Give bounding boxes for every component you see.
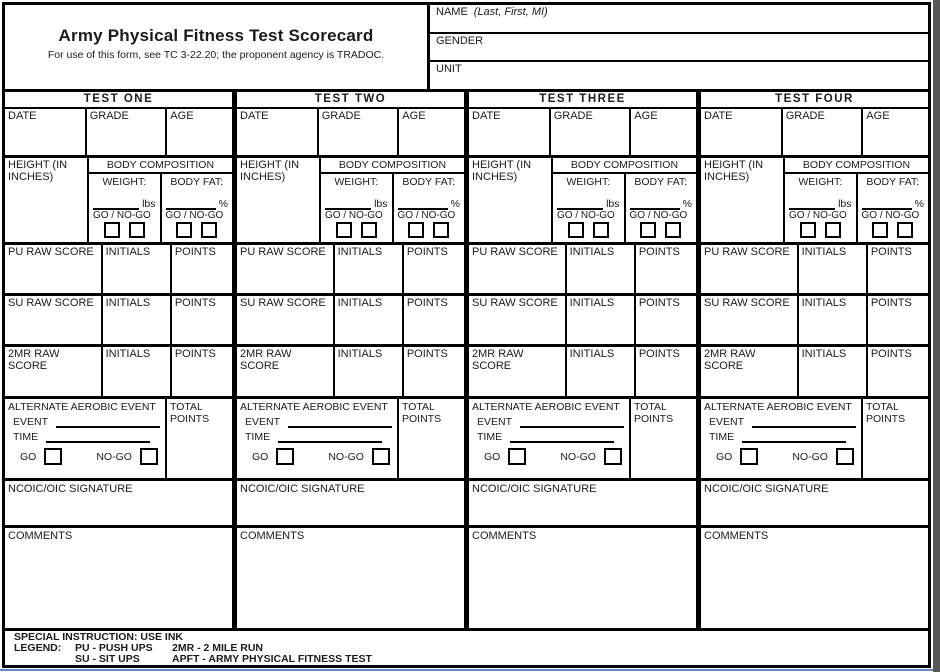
alternate-aerobic-row — [5, 399, 232, 481]
weight-label: WEIGHT: — [334, 176, 379, 188]
event-write-line[interactable] — [288, 416, 392, 428]
bodyfat-go-checkbox[interactable] — [408, 222, 424, 238]
bodyfat-gonogo-label: GO / NO-GO — [629, 210, 688, 221]
pu-raw-score-cell[interactable] — [237, 245, 335, 293]
weight-write-line[interactable] — [557, 200, 603, 210]
su-initials-label: INITIALS — [337, 297, 383, 309]
alternate-aerobic-cell — [701, 399, 863, 478]
bodyfat-write-line[interactable] — [398, 200, 448, 210]
test-column — [469, 92, 701, 628]
age-cell[interactable] — [863, 109, 928, 155]
pu-points-label: POINTS — [870, 246, 912, 258]
header-fields — [430, 5, 928, 89]
test-column — [701, 92, 928, 628]
2mr-initials-cell[interactable] — [799, 347, 868, 396]
situp-score-row — [701, 296, 928, 347]
2mr-initials-cell[interactable] — [103, 347, 172, 396]
comments-row[interactable] — [701, 528, 928, 628]
test-title: TEST FOUR — [701, 92, 928, 109]
percent-label: % — [682, 198, 693, 210]
2mr-raw-score-label: 2MR RAW SCORE — [704, 348, 756, 372]
weight-gonogo-label: GO / NO-GO — [788, 210, 847, 221]
weight-subcolumn — [553, 174, 626, 242]
date-label: DATE — [472, 110, 501, 122]
aae-nogo-checkbox[interactable] — [604, 448, 622, 465]
comments-label: COMMENTS — [472, 530, 537, 542]
height-bodycomp-row — [237, 158, 464, 245]
pu-initials-label: INITIALS — [105, 246, 151, 258]
age-label: AGE — [170, 110, 194, 122]
2mr-raw-score-cell[interactable] — [5, 347, 103, 396]
aae-nogo-checkbox[interactable] — [140, 448, 158, 465]
name-field[interactable] — [430, 5, 928, 34]
signature-row[interactable] — [237, 481, 464, 528]
pu-raw-score-label: PU RAW SCORE — [704, 246, 790, 258]
su-points-label: POINTS — [870, 297, 912, 309]
go-label: GO — [252, 450, 269, 463]
2mr-points-cell[interactable] — [404, 347, 464, 396]
2mr-raw-score-cell[interactable] — [237, 347, 335, 396]
total-points-label: TOTAL POINTS — [401, 401, 442, 425]
age-label: AGE — [402, 110, 426, 122]
pushup-score-row — [237, 245, 464, 296]
2mr-raw-score-label: 2MR RAW SCORE — [8, 348, 60, 372]
2mr-points-label: POINTS — [870, 348, 912, 360]
su-raw-score-label: SU RAW SCORE — [472, 297, 558, 309]
alternate-aerobic-row — [469, 399, 696, 481]
ncoic-signature-label: NCOIC/OIC SIGNATURE — [240, 483, 365, 495]
pu-points-cell[interactable] — [868, 245, 928, 293]
pushup-score-row — [701, 245, 928, 296]
pu-raw-score-label: PU RAW SCORE — [8, 246, 94, 258]
grade-label: GRADE — [89, 110, 129, 122]
test-title: TEST ONE — [5, 92, 232, 109]
bodyfat-go-checkbox[interactable] — [640, 222, 656, 238]
weight-go-checkbox[interactable] — [800, 222, 816, 238]
footer — [5, 628, 928, 665]
grade-cell[interactable] — [783, 109, 864, 155]
unit-field[interactable] — [430, 62, 928, 89]
bodyfat-nogo-checkbox[interactable] — [433, 222, 449, 238]
su-initials-label: INITIALS — [105, 297, 151, 309]
weight-nogo-checkbox[interactable] — [129, 222, 145, 238]
bodyfat-nogo-checkbox[interactable] — [897, 222, 913, 238]
pu-raw-score-label: PU RAW SCORE — [472, 246, 558, 258]
su-initials-cell[interactable] — [103, 296, 172, 344]
su-initials-label: INITIALS — [801, 297, 847, 309]
age-cell[interactable] — [399, 109, 464, 155]
height-cell[interactable] — [469, 158, 553, 242]
name-hint: (Last, First, MI) — [473, 6, 548, 18]
time-label: TIME — [477, 431, 503, 443]
lbs-label: lbs — [374, 198, 388, 210]
weight-subcolumn — [785, 174, 858, 242]
time-write-line[interactable] — [742, 431, 846, 443]
su-points-label: POINTS — [406, 297, 448, 309]
special-instruction-text: SPECIAL INSTRUCTION: USE INK — [14, 631, 183, 644]
height-bodycomp-row — [701, 158, 928, 245]
2mr-points-cell[interactable] — [172, 347, 232, 396]
comments-label: COMMENTS — [8, 530, 73, 542]
event-write-line[interactable] — [752, 416, 856, 428]
time-label: TIME — [245, 431, 271, 443]
height-label: HEIGHT (IN INCHES) — [8, 159, 68, 183]
run-score-row — [469, 347, 696, 399]
pu-initials-cell[interactable] — [335, 245, 404, 293]
pu-raw-score-cell[interactable] — [701, 245, 799, 293]
run-score-row — [237, 347, 464, 399]
legend-row-1 — [14, 643, 928, 654]
event-write-line[interactable] — [520, 416, 624, 428]
su-raw-score-label: SU RAW SCORE — [8, 297, 94, 309]
aae-nogo-checkbox[interactable] — [836, 448, 854, 465]
event-label: EVENT — [477, 416, 513, 428]
comments-label: COMMENTS — [240, 530, 305, 542]
go-label: GO — [484, 450, 501, 463]
event-label: EVENT — [709, 416, 745, 428]
su-initials-cell[interactable] — [567, 296, 636, 344]
bodyfat-subcolumn — [858, 174, 929, 242]
weight-subcolumn — [89, 174, 162, 242]
alternate-aerobic-cell — [469, 399, 631, 478]
signature-row[interactable] — [701, 481, 928, 528]
2mr-raw-score-cell[interactable] — [701, 347, 799, 396]
pu-points-cell[interactable] — [404, 245, 464, 293]
date-grade-age-row — [237, 109, 464, 158]
grade-cell[interactable] — [319, 109, 400, 155]
bodyfat-go-checkbox[interactable] — [872, 222, 888, 238]
2mr-raw-score-cell[interactable] — [469, 347, 567, 396]
age-label: AGE — [634, 110, 658, 122]
comments-row[interactable] — [469, 528, 696, 628]
pu-initials-cell[interactable] — [567, 245, 636, 293]
date-grade-age-row — [5, 109, 232, 158]
go-label: GO — [20, 450, 37, 463]
weight-write-line[interactable] — [325, 200, 371, 210]
pu-initials-label: INITIALS — [337, 246, 383, 258]
bodyfat-subcolumn — [162, 174, 233, 242]
height-cell[interactable] — [701, 158, 785, 242]
pu-points-label: POINTS — [406, 246, 448, 258]
test-column — [5, 92, 237, 628]
su-points-cell[interactable] — [404, 296, 464, 344]
date-label: DATE — [704, 110, 733, 122]
run-score-row — [701, 347, 928, 399]
pu-points-label: POINTS — [638, 246, 680, 258]
weight-go-checkbox[interactable] — [104, 222, 120, 238]
su-raw-score-cell[interactable] — [701, 296, 799, 344]
su-raw-score-cell[interactable] — [5, 296, 103, 344]
alternate-aerobic-row — [237, 399, 464, 481]
run-score-row — [5, 347, 232, 399]
pu-initials-label: INITIALS — [569, 246, 615, 258]
bodyfat-subcolumn — [626, 174, 697, 242]
aae-go-checkbox[interactable] — [508, 448, 526, 465]
grade-cell[interactable] — [87, 109, 168, 155]
aae-go-checkbox[interactable] — [740, 448, 758, 465]
weight-go-checkbox[interactable] — [336, 222, 352, 238]
height-cell[interactable] — [237, 158, 321, 242]
2mr-points-label: POINTS — [174, 348, 216, 360]
pushup-score-row — [469, 245, 696, 296]
2mr-points-label: POINTS — [638, 348, 680, 360]
grade-cell[interactable] — [551, 109, 632, 155]
weight-gonogo-label: GO / NO-GO — [556, 210, 615, 221]
situp-score-row — [237, 296, 464, 347]
comments-label: COMMENTS — [704, 530, 769, 542]
legend-apft: APFT - ARMY PHYSICAL FITNESS TEST — [172, 653, 372, 666]
lbs-label: lbs — [142, 198, 156, 210]
date-cell[interactable] — [701, 109, 783, 155]
date-cell[interactable] — [237, 109, 319, 155]
percent-label: % — [914, 198, 925, 210]
pushup-score-row — [5, 245, 232, 296]
2mr-raw-score-label: 2MR RAW SCORE — [472, 348, 524, 372]
body-composition-label: BODY COMPOSITION — [321, 158, 464, 174]
bodyfat-write-line[interactable] — [862, 200, 912, 210]
weight-label: WEIGHT: — [798, 176, 843, 188]
total-points-cell[interactable] — [863, 399, 928, 478]
2mr-initials-label: INITIALS — [337, 348, 383, 360]
age-cell[interactable] — [631, 109, 696, 155]
comments-row[interactable] — [237, 528, 464, 628]
total-points-label: TOTAL POINTS — [633, 401, 674, 425]
su-raw-score-label: SU RAW SCORE — [240, 297, 326, 309]
weight-write-line[interactable] — [93, 200, 139, 210]
pu-initials-label: INITIALS — [801, 246, 847, 258]
legend-row-2 — [14, 654, 928, 665]
signature-row[interactable] — [5, 481, 232, 528]
body-composition-section — [321, 158, 464, 242]
su-points-label: POINTS — [174, 297, 216, 309]
2mr-initials-label: INITIALS — [801, 348, 847, 360]
bodyfat-label: BODY FAT: — [634, 176, 688, 188]
weight-gonogo-label: GO / NO-GO — [324, 210, 383, 221]
legend-pu: PU - PUSH UPS — [75, 642, 153, 655]
weight-nogo-checkbox[interactable] — [361, 222, 377, 238]
event-write-line[interactable] — [56, 416, 160, 428]
gender-field[interactable] — [430, 34, 928, 63]
total-points-label: TOTAL POINTS — [865, 401, 906, 425]
bodyfat-label: BODY FAT: — [866, 176, 920, 188]
body-composition-section — [89, 158, 232, 242]
weight-go-checkbox[interactable] — [568, 222, 584, 238]
age-cell[interactable] — [167, 109, 232, 155]
aae-go-checkbox[interactable] — [44, 448, 62, 465]
percent-label: % — [450, 198, 461, 210]
2mr-initials-label: INITIALS — [105, 348, 151, 360]
su-raw-score-label: SU RAW SCORE — [704, 297, 790, 309]
alternate-aerobic-cell — [237, 399, 399, 478]
pu-points-cell[interactable] — [636, 245, 696, 293]
age-label: AGE — [866, 110, 890, 122]
bodyfat-label: BODY FAT: — [402, 176, 456, 188]
grade-label: GRADE — [553, 110, 593, 122]
su-initials-cell[interactable] — [335, 296, 404, 344]
time-write-line[interactable] — [510, 431, 614, 443]
nogo-label: NO-GO — [96, 450, 132, 463]
weight-gonogo-label: GO / NO-GO — [92, 210, 151, 221]
pu-initials-cell[interactable] — [103, 245, 172, 293]
su-initials-label: INITIALS — [569, 297, 615, 309]
2mr-raw-score-label: 2MR RAW SCORE — [240, 348, 292, 372]
unit-label: UNIT — [436, 63, 462, 76]
su-raw-score-cell[interactable] — [237, 296, 335, 344]
2mr-points-label: POINTS — [406, 348, 448, 360]
su-points-cell[interactable] — [172, 296, 232, 344]
bodyfat-gonogo-label: GO / NO-GO — [861, 210, 920, 221]
situp-score-row — [469, 296, 696, 347]
total-points-cell[interactable] — [399, 399, 464, 478]
date-label: DATE — [8, 110, 37, 122]
height-cell[interactable] — [5, 158, 89, 242]
su-points-label: POINTS — [638, 297, 680, 309]
date-cell[interactable] — [469, 109, 551, 155]
2mr-initials-cell[interactable] — [335, 347, 404, 396]
weight-nogo-checkbox[interactable] — [825, 222, 841, 238]
window-bottom-line — [0, 669, 933, 671]
2mr-points-cell[interactable] — [636, 347, 696, 396]
pu-points-label: POINTS — [174, 246, 216, 258]
date-cell[interactable] — [5, 109, 87, 155]
lbs-label: lbs — [838, 198, 852, 210]
signature-row[interactable] — [469, 481, 696, 528]
body-composition-section — [553, 158, 696, 242]
2mr-initials-label: INITIALS — [569, 348, 615, 360]
time-label: TIME — [13, 431, 39, 443]
bodyfat-gonogo-label: GO / NO-GO — [397, 210, 456, 221]
aae-nogo-checkbox[interactable] — [372, 448, 390, 465]
bodyfat-gonogo-label: GO / NO-GO — [165, 210, 224, 221]
total-points-cell[interactable] — [631, 399, 696, 478]
percent-label: % — [218, 198, 229, 210]
event-label: EVENT — [245, 416, 281, 428]
weight-subcolumn — [321, 174, 394, 242]
height-bodycomp-row — [469, 158, 696, 245]
form-subtitle: For use of this form, see TC 3-22.20; the proponent agency is TRADOC. — [47, 48, 385, 61]
apft-scorecard-form — [2, 2, 931, 668]
ncoic-signature-label: NCOIC/OIC SIGNATURE — [704, 483, 829, 495]
body-composition-label: BODY COMPOSITION — [785, 158, 928, 174]
height-label: HEIGHT (IN INCHES) — [472, 159, 532, 183]
nogo-label: NO-GO — [792, 450, 828, 463]
comments-row[interactable] — [5, 528, 232, 628]
test-title: TEST THREE — [469, 92, 696, 109]
test-column — [237, 92, 469, 628]
name-label: NAME — [436, 6, 468, 18]
bodyfat-write-line[interactable] — [630, 200, 680, 210]
pu-initials-cell[interactable] — [799, 245, 868, 293]
bodyfat-subcolumn — [394, 174, 465, 242]
weight-label: WEIGHT: — [566, 176, 611, 188]
time-label: TIME — [709, 431, 735, 443]
time-write-line[interactable] — [278, 431, 382, 443]
bodyfat-write-line[interactable] — [166, 200, 216, 210]
alternate-aerobic-label: ALTERNATE AEROBIC EVENT — [8, 401, 156, 413]
gender-label: GENDER — [436, 34, 484, 47]
alternate-aerobic-cell — [5, 399, 167, 478]
body-composition-section — [785, 158, 928, 242]
date-label: DATE — [240, 110, 269, 122]
weight-label: WEIGHT: — [102, 176, 147, 188]
form-title: Army Physical Fitness Test Scorecard — [58, 25, 374, 45]
pu-points-cell[interactable] — [172, 245, 232, 293]
grade-label: GRADE — [785, 110, 825, 122]
su-points-cell[interactable] — [636, 296, 696, 344]
bodyfat-nogo-checkbox[interactable] — [665, 222, 681, 238]
su-initials-cell[interactable] — [799, 296, 868, 344]
time-write-line[interactable] — [46, 431, 150, 443]
weight-nogo-checkbox[interactable] — [593, 222, 609, 238]
alternate-aerobic-label: ALTERNATE AEROBIC EVENT — [472, 401, 620, 413]
date-grade-age-row — [469, 109, 696, 158]
aae-go-checkbox[interactable] — [276, 448, 294, 465]
alternate-aerobic-label: ALTERNATE AEROBIC EVENT — [240, 401, 388, 413]
height-label: HEIGHT (IN INCHES) — [704, 159, 764, 183]
grade-label: GRADE — [321, 110, 361, 122]
alternate-aerobic-row — [701, 399, 928, 481]
date-grade-age-row — [701, 109, 928, 158]
event-label: EVENT — [13, 416, 49, 428]
tests-row — [5, 92, 928, 628]
test-title: TEST TWO — [237, 92, 464, 109]
form-header — [5, 5, 928, 92]
body-composition-label: BODY COMPOSITION — [553, 158, 696, 174]
title-box — [5, 5, 430, 89]
pu-raw-score-cell[interactable] — [469, 245, 567, 293]
legend-2mr: 2MR - 2 MILE RUN — [172, 642, 264, 655]
situp-score-row — [5, 296, 232, 347]
2mr-points-cell[interactable] — [868, 347, 928, 396]
bodyfat-label: BODY FAT: — [170, 176, 224, 188]
go-label: GO — [716, 450, 733, 463]
pu-raw-score-label: PU RAW SCORE — [240, 246, 326, 258]
bodyfat-nogo-checkbox[interactable] — [201, 222, 217, 238]
su-raw-score-cell[interactable] — [469, 296, 567, 344]
pu-raw-score-cell[interactable] — [5, 245, 103, 293]
su-points-cell[interactable] — [868, 296, 928, 344]
lbs-label: lbs — [606, 198, 620, 210]
window-side-strip — [933, 0, 940, 672]
weight-write-line[interactable] — [789, 200, 835, 210]
nogo-label: NO-GO — [560, 450, 596, 463]
nogo-label: NO-GO — [328, 450, 364, 463]
ncoic-signature-label: NCOIC/OIC SIGNATURE — [8, 483, 133, 495]
ncoic-signature-label: NCOIC/OIC SIGNATURE — [472, 483, 597, 495]
height-label: HEIGHT (IN INCHES) — [240, 159, 300, 183]
alternate-aerobic-label: ALTERNATE AEROBIC EVENT — [704, 401, 852, 413]
bodyfat-go-checkbox[interactable] — [176, 222, 192, 238]
body-composition-label: BODY COMPOSITION — [89, 158, 232, 174]
legend-su: SU - SIT UPS — [75, 653, 140, 666]
height-bodycomp-row — [5, 158, 232, 245]
total-points-label: TOTAL POINTS — [169, 401, 210, 425]
2mr-initials-cell[interactable] — [567, 347, 636, 396]
total-points-cell[interactable] — [167, 399, 232, 478]
legend-label: LEGEND: — [14, 642, 62, 655]
